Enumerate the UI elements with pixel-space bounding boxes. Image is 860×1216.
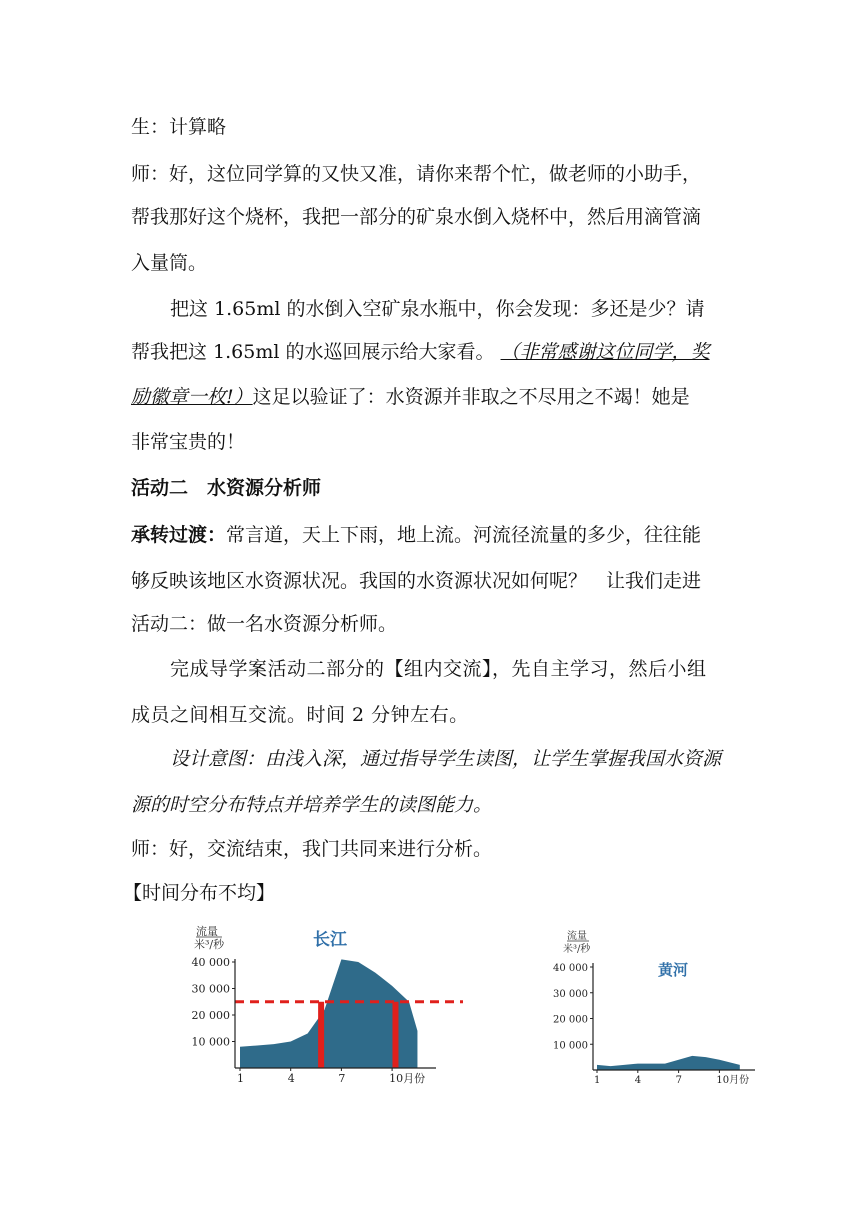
chart-ylabel: 米³/秒 [563,944,591,955]
text-segment: 常言道，天上下雨，地上流。河流径流量的多少，往往能 [226,524,702,546]
highlight-bar [318,1002,324,1068]
design-intent: 设计意图：由浅入深，通过指导学生读图，让学生掌握我国水资源 [170,748,722,770]
text-line [131,383,690,411]
text-segment: 帮我把这 1.65ml 的水巡回展示给大家看。 [131,341,495,363]
yangtze-flow-chart [178,915,478,1095]
x-tick-label: 4 [634,1075,642,1085]
y-tick-label: 30 000 [191,982,230,996]
chart-ylabel: 流量 [196,925,218,938]
text-line [131,521,701,549]
text-line: 够反映该地区水资源状况。我国的水资源状况如何呢？ 让我们走进 [131,570,702,592]
x-tick-label: 7 [675,1075,682,1085]
text-line: 师：好，这位同学算的又快又准，请你来帮个忙，做老师的小助手， [131,163,702,185]
y-tick-label: 40 000 [553,963,588,974]
chart-title: 长江 [313,930,347,950]
text-line: 非常宝贵的！ [131,431,246,453]
y-tick-label: 20 000 [553,1014,588,1026]
text-line: 入量筒。 [131,252,208,274]
x-tick-label: 7 [338,1072,346,1085]
y-tick-label: 10 000 [553,1040,588,1052]
chart-title: 黄河 [658,961,689,979]
text-line: 活动二：做一名水资源分析师。 [131,613,398,635]
text-line: 成员之间相互交流。时间 2 分钟左右。 [131,704,469,726]
text-line: 生：计算略 [131,116,227,138]
flow-area-series [597,1056,740,1070]
x-tick-label: 10月份 [716,1075,750,1085]
text-line: 把这 1.65ml 的水倒入空矿泉水瓶中，你会发现：多还是少？请 [170,298,705,320]
x-tick-label: 4 [287,1072,295,1085]
x-tick-label: 10月份 [389,1072,426,1085]
design-intent: 源的时空分布特点并培养学生的读图能力。 [131,794,493,816]
y-tick-label: 30 000 [553,988,588,1000]
text-line [131,338,710,366]
flow-area-series [240,959,417,1068]
text-line: 完成导学案活动二部分的【组内交流】，先自主学习，然后小组 [170,658,707,680]
note-segment: （非常感谢这位同学，奖 [500,341,710,363]
text-segment: 这足以验证了：水资源并非取之不尽用之不竭！她是 [252,386,690,408]
y-tick-label: 10 000 [191,1035,230,1049]
text-line: 师：好，交流结束，我门共同来进行分析。 [131,838,493,860]
text-line: 帮我那好这个烧杯，我把一部分的矿泉水倒入烧杯中，然后用滴管滴 [131,206,702,228]
y-tick-label: 40 000 [191,956,230,969]
x-tick-label: 1 [594,1075,601,1085]
yellow-river-flow-chart [545,925,765,1085]
x-tick-label: 1 [237,1072,244,1085]
note-segment: 励徽章一枚!） [131,386,253,408]
y-tick-label: 20 000 [191,1009,230,1022]
highlight-bar [392,1002,398,1068]
chart-ylabel: 米³/秒 [194,938,225,951]
bold-label: 承转过渡： [131,524,227,546]
chart-ylabel: 流量 [567,931,587,942]
subheading: 【时间分布不均】 [123,882,276,904]
section-heading: 活动二 水资源分析师 [131,477,322,499]
